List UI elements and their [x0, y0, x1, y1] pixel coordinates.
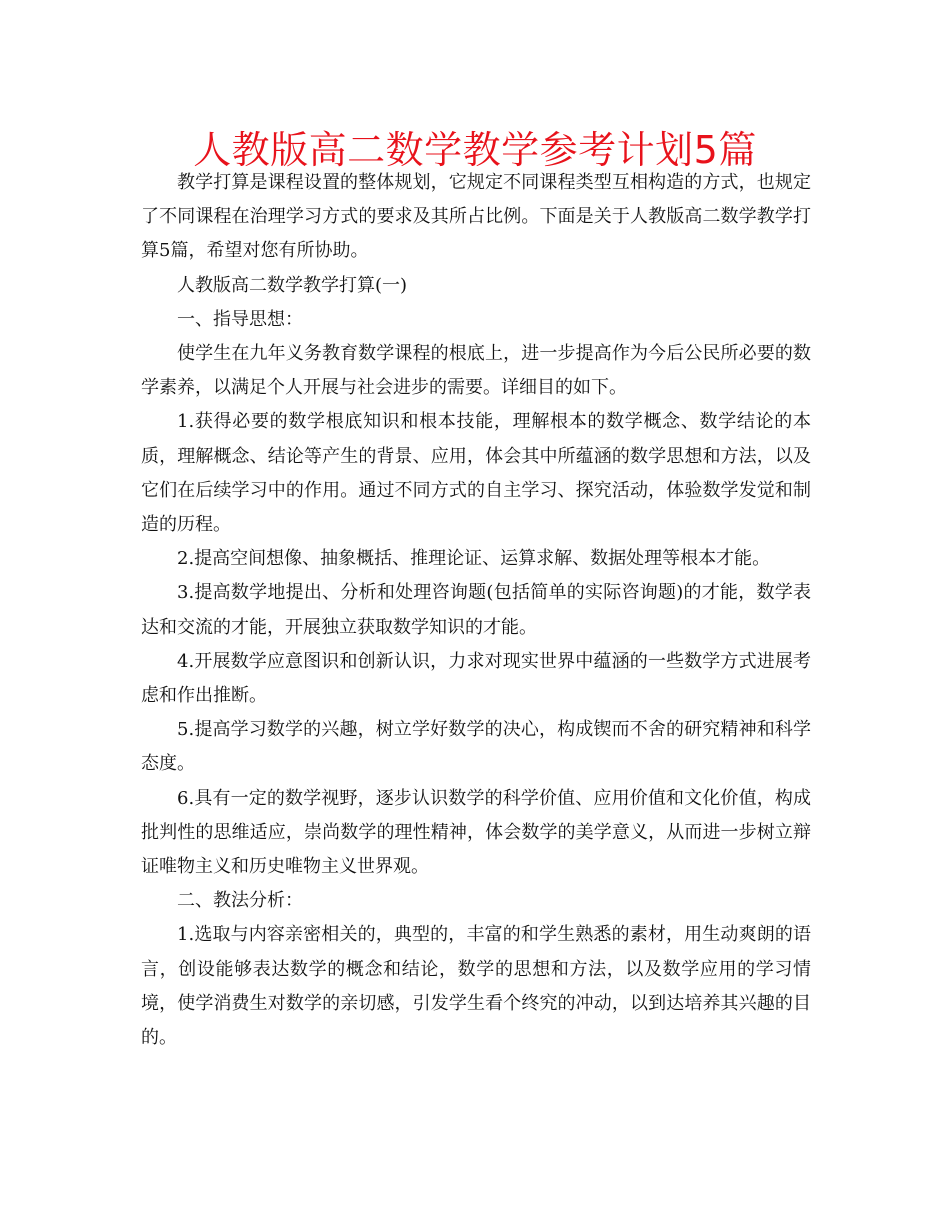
list-item-goal-1: 1.获得必要的数学根底知识和根本技能，理解根本的数学概念、数学结论的本质，理解概念、结论等产生的背景、应用，体会其中所蕴涵的数学思想和方法，以及它们在后续学习中的作用。通过不同方式的自主学习、探究活动，体验数学发觉和制造的历程。: [141, 411, 811, 536]
list-item-goal-5: 5.提高学习数学的兴趣，树立学好数学的决心，构成锲而不舍的研究精神和科学态度。: [141, 719, 811, 775]
paragraph-goals: 使学生在九年义务教育数学课程的根底上，进一步提高作为今后公民所必要的数学素养，以满足个人开展与社会进步的需要。详细目的如下。: [141, 343, 811, 399]
list-item-goal-6: 6.具有一定的数学视野，逐步认识数学的科学价值、应用价值和文化价值，构成批判性的思维适应，崇尚数学的理性精神，体会数学的美学意义，从而进一步树立辩证唯物主义和历史唯物主义世界观。: [141, 787, 811, 878]
section-heading-guiding-thought: 一、指导思想：: [177, 308, 303, 330]
list-item-goal-3: 3.提高数学地提出、分析和处理咨询题(包括简单的实际咨询题)的才能，数学表达和交流的才能，开展独立获取数学知识的才能。: [141, 582, 811, 638]
document-body: [141, 166, 811, 1055]
list-item-goal-2: 2.提高空间想像、抽象概括、推理论证、运算求解、数据处理等根本才能。: [177, 548, 771, 570]
section-heading-teaching-method: 二、教法分析：: [177, 890, 303, 912]
document-title: 人教版高二数学教学参考计划5篇: [193, 128, 757, 172]
paragraph-plan-heading: 人教版高二数学教学打算(一): [177, 274, 408, 296]
list-item-goal-4: 4.开展数学应意图识和创新认识，力求对现实世界中蕴涵的一些数学方式进展考虑和作出推断。: [141, 650, 811, 707]
list-item-method-1: 1.选取与内容亲密相关的，典型的，丰富的和学生熟悉的素材，用生动爽朗的语言，创设能够表达数学的概念和结论，数学的思想和方法，以及数学应用的学习情境，使学消费生对数学的亲切感，引发学生看个终究的冲动，以到达培养其兴趣的目的。: [141, 924, 811, 1049]
paragraph-intro: 教学打算是课程设置的整体规划，它规定不同课程类型互相构造的方式，也规定了不同课程在治理学习方式的要求及其所占比例。下面是关于人教版高二数学教学打算5篇，希望对您有所协助。: [141, 172, 811, 262]
